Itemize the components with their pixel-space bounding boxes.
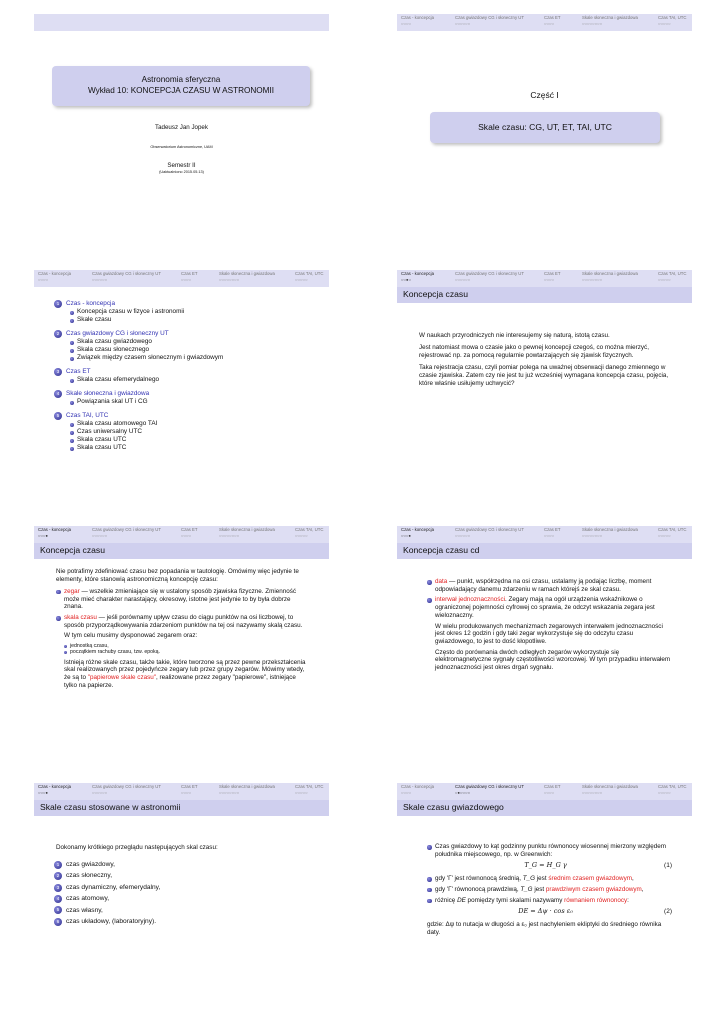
frame-title: Skale czasu stosowane w astronomii: [34, 800, 329, 816]
paragraph: Jest natomiast mowa o czasie jako o pewnej koncepcji czegoś, co można mierzyć, rejestrować np. za pomocą regularnie powtarzających się zjawisk fizycznych.: [419, 344, 649, 359]
term: równaniem równonocy: [564, 896, 628, 904]
toc-section-title[interactable]: 4 Skale słoneczna i gwiazdowa: [54, 390, 223, 398]
bullet-item: zegar — wszelkie zmieniające się w ustalony sposób zjawiska fizyczne. Zmienność może mieć charakter narastający, okresowy, istotne jest jedynie to by była dobrze znana.: [56, 588, 308, 611]
updated-date: (Uaktualniono 2015.05.13): [159, 170, 204, 174]
nav-section-3[interactable]: Czas ET ○○○○: [544, 527, 561, 538]
nav-section-5[interactable]: Czas TAI, UTC ○○○○○: [295, 527, 324, 538]
bullet-item: skala czasu — jeśli porównamy upływ czasu do ciągu punktów na osi liczbowej, to sposób przyporządkowywania zdarzeniom punktów na tej osi nazywamy skalą czasu. W tym celu musimy dysponować zegarem oraz: jednostką czasu, początkiem rachuby czasu, tzw. epoką. Istnieją różne skale czasu, także takie, które tworzone są przez pewne przekształcenia skal realizowanych przez pojedyńcze zegary lub przez grupy zegarów. Mówimy wtedy, że są to "papierowe skale czasu", realizowane przez zegary "papierowe", istniejące tylko na papierze.: [56, 614, 308, 689]
frame-title: Koncepcja czasu: [34, 543, 329, 559]
slide-title: [34, 14, 329, 222]
intro-text: Dokonamy krótkiego przeglądu następujących skal czasu:: [56, 844, 218, 851]
semester: Semestr II: [167, 162, 196, 169]
toc-item[interactable]: Skala czasu efemerydalnego: [70, 376, 223, 384]
paragraph: Nie potrafimy zdefiniować czasu bez popadania w tautologię. Omówimy więc jedynie te elementy, które stanowią astronomiczną koncepcję czasu:: [56, 568, 299, 583]
slide-body: [427, 578, 672, 675]
number-icon: 2: [54, 872, 62, 880]
paragraph: W naukach przyrodniczych nie interesujemy się naturą, istotą czasu.: [419, 332, 610, 339]
nav-section-5[interactable]: Czas TAI, UTC ○○○○○: [658, 784, 687, 795]
nav-section-1[interactable]: Czas - koncepcja ○○○●: [38, 527, 71, 538]
nav-section-5[interactable]: Czas TAI, UTC ○○○○○: [658, 271, 687, 282]
nav-section-3[interactable]: Czas ET ○○○○: [181, 784, 198, 795]
nav-section-2[interactable]: Czas gwiazdowy CG i słoneczny UT ○○○○○○: [92, 271, 162, 282]
frame-title: Koncepcja czasu cd: [397, 543, 692, 559]
nav-section-5[interactable]: Czas TAI, UTC ○○○○○: [295, 784, 324, 795]
toc-section-title[interactable]: 3 Czas ET: [54, 368, 223, 376]
bullet-item: interwał jednoznaczności. Zegary mają na ogół urządzenia wskaźnikowe o ograniczonej pojemności cyfrowej co sprawia, że odczyt wskazania zegara jest wieloznaczny. W wielu produkowanych mechanizmach zegarowych interwałem jednoznaczności jest okres 12 godzin i gdy taki zegar wykorzystuje się do odczytu czasu gwiazdowego, to jest to dość kłopotliwe. Często do porównania dwóch odległych zegarów wykorzystuje się elektromagnetyczne sygnały częstotliwości wzorcowej. W tym przypadku interwałem jednoznaczności jest okres drgań sygnału.: [427, 596, 672, 671]
nav-section-2[interactable]: Czas gwiazdowy CG i słoneczny UT ○○○○○○: [455, 527, 525, 538]
nav-section-3[interactable]: Czas ET ○○○○: [544, 784, 561, 795]
nav-section-2[interactable]: Czas gwiazdowy CG i słoneczny UT ○○○○○○: [92, 527, 162, 538]
toc-item[interactable]: Powiązania skal UT i CG: [70, 398, 223, 406]
section-number-icon: 5: [54, 412, 62, 420]
nav-section-1[interactable]: Czas - koncepcja ○○○○: [38, 271, 71, 282]
term: prawdziwym czasem gwiazdowym: [545, 885, 642, 893]
slide-skale-czasu: [34, 783, 329, 991]
slide-koncepcja-czasu-cd: [397, 526, 692, 734]
bullet-item: gdy 'Γ' równonocą prawdziwą, T_G jest prawdziwym czasem gwiazdowym,: [427, 886, 672, 894]
nav-section-1[interactable]: Czas - koncepcja ○○○○: [401, 15, 434, 26]
nav-section-4[interactable]: Skale słoneczna i gwiazdowa ○○○○○○○○: [219, 271, 275, 282]
nav-bar: [34, 270, 329, 287]
toc-section: [54, 330, 223, 362]
frame-title: Koncepcja czasu: [397, 287, 692, 303]
sub-bullet: początkiem rachuby czasu, tzw. epoką.: [64, 649, 308, 655]
list-item: 1 czas gwiazdowy,: [54, 859, 284, 870]
term: średnim czasem gwiazdowym: [548, 875, 632, 883]
nav-bar: [397, 783, 692, 800]
bullet-item: Czas gwiazdowy to kąt godzinny punktu równonocy wiosennej mierzony względem południka miejscowego, np. w Greenwich:: [427, 843, 672, 858]
toc-section: [54, 300, 223, 324]
equation-1: T_G = H_G γ (1): [524, 861, 672, 870]
paragraph: W tym celu musimy dysponować zegarem oraz:: [64, 632, 198, 640]
nav-section-5[interactable]: Czas TAI, UTC ○○○○○: [295, 271, 324, 282]
term: data: [435, 578, 448, 585]
nav-section-2[interactable]: Czas gwiazdowy CG i słoneczny UT ○○○○○○: [455, 271, 525, 282]
frame-title: Skale czasu gwiazdowego: [397, 800, 692, 816]
toc-section-title[interactable]: 1 Czas - koncepcja: [54, 300, 223, 308]
part-label: Część I: [530, 90, 559, 100]
nav-section-2[interactable]: Czas gwiazdowy CG i słoneczny UT ○●○○○○: [455, 784, 525, 795]
number-icon: 1: [54, 861, 62, 869]
nav-section-4[interactable]: Skale słoneczna i gwiazdowa ○○○○○○○○: [582, 15, 638, 26]
slide-toc: [34, 270, 329, 478]
slide-body: [419, 332, 669, 392]
toc-item[interactable]: Skala czasu atomowego TAI: [70, 420, 223, 428]
slide-body: [56, 568, 308, 692]
term: zegar: [64, 587, 80, 595]
footnote: gdzie: Δψ to nutacja w długości a ε₀ jest nachyleniem ekliptyki do średniego równika daty.: [427, 920, 662, 936]
author: Tadeusz Jan Jopek: [155, 124, 208, 131]
part-title-box: Skale czasu: CG, UT, ET, TAI, UTC: [430, 112, 660, 143]
bullet-item: data — punkt, współrzędna na osi czasu, ustalamy ją podając liczbę, moment odpowiadający danemu zdarzeniu w ramach którejś ze skal czasu.: [427, 578, 672, 593]
toc-item[interactable]: Czas uniwersalny UTC: [70, 428, 223, 436]
bullet-item: różnicę DE pomiędzy tymi skalami nazywamy równaniem równonocy:: [427, 897, 672, 905]
slide-part: [397, 14, 692, 222]
nav-section-5[interactable]: Czas TAI, UTC ○○○○○: [658, 527, 687, 538]
nav-section-3[interactable]: Czas ET ○○○○: [181, 527, 198, 538]
nav-section-2[interactable]: Czas gwiazdowy CG i słoneczny UT ○○○○○○: [92, 784, 162, 795]
nav-section-4[interactable]: Skale słoneczna i gwiazdowa ○○○○○○○○: [582, 527, 638, 538]
nav-section-2[interactable]: Czas gwiazdowy CG i słoneczny UT ○○○○○○: [455, 15, 525, 26]
number-icon: 6: [54, 918, 62, 926]
nav-section-1[interactable]: Czas - koncepcja ○○○●: [401, 527, 434, 538]
bullet-item: gdy 'Γ' jest równonocą średnią, T_G jest średnim czasem gwiazdowym,: [427, 875, 672, 883]
nav-section-4[interactable]: Skale słoneczna i gwiazdowa ○○○○○○○○: [582, 784, 638, 795]
nav-bar-empty: [34, 14, 329, 31]
number-icon: 3: [54, 884, 62, 892]
list-item: 3 czas dynamiczny, efemerydalny,: [54, 882, 284, 893]
slide-koncepcja-czasu-2: [34, 526, 329, 734]
toc-item[interactable]: Skala czasu UTC: [70, 444, 223, 452]
section-number-icon: 4: [54, 390, 62, 398]
term: "papierowe skale czasu": [87, 673, 156, 681]
paragraph: W wielu produkowanych mechanizmach zegarowych interwałem jednoznaczności jest okres 12 godzin i gdy taki zegar wykorzystuje się do odczytu czasu gwiazdowego, to jest to dość kłopotliwe.: [435, 622, 663, 645]
section-number-icon: 2: [54, 330, 62, 338]
toc-section: [54, 390, 223, 406]
nav-section-1[interactable]: Czas - koncepcja ○○○○: [401, 784, 434, 795]
nav-section-3[interactable]: Czas ET ○○○○: [544, 15, 561, 26]
nav-section-3[interactable]: Czas ET ○○○○: [544, 271, 561, 282]
slide-skale-czasu-gwiazdowego: [397, 783, 692, 991]
list-item: 2 czas słoneczny,: [54, 870, 284, 881]
nav-bar: [397, 270, 692, 287]
toc-item[interactable]: Skale czasu: [70, 316, 223, 324]
equation-2: DE = Δψ · cos ε₀ (2): [518, 907, 672, 916]
term: skala czasu: [64, 614, 97, 622]
numbered-list: [54, 859, 284, 927]
nav-bar: [34, 526, 329, 543]
section-number-icon: 1: [54, 300, 62, 308]
nav-section-1[interactable]: Czas - koncepcja ○○○●: [38, 784, 71, 795]
paragraph: Taka rejestracja czasu, czyli pomiar polega na uważnej obserwacji danego zmiennego w czasie zjawiska. Zatem czy nie jest tu już wcześniej wymagana koncepcja czasu, pojęcia, które właśnie usiłujemy uchwycić?: [419, 364, 669, 387]
nav-bar: [34, 783, 329, 800]
number-icon: 5: [54, 906, 62, 914]
toc-item[interactable]: Skala czasu słonecznego: [70, 346, 223, 354]
toc-section: [54, 412, 223, 452]
table-of-contents: [54, 300, 223, 458]
title-line2: Wykład 10: KONCEPCJA CZASU W ASTRONOMII: [88, 86, 274, 95]
toc-item[interactable]: Związek między czasem słonecznym i gwiazdowym: [70, 354, 223, 362]
nav-bar: [397, 526, 692, 543]
term: interwał jednoznaczności: [435, 596, 506, 604]
toc-item[interactable]: Skala czasu gwiazdowego: [70, 338, 223, 346]
title-line1: Astronomia sferyczna: [141, 75, 221, 84]
slide-koncepcja-czasu: [397, 270, 692, 478]
nav-section-4[interactable]: Skale słoneczna i gwiazdowa ○○○○○○○○: [219, 527, 275, 538]
sub-bullet: jednostką czasu,: [64, 643, 308, 649]
nav-section-1[interactable]: Czas - koncepcja ○○●○: [401, 271, 434, 282]
toc-item[interactable]: Skala czasu UTC: [70, 436, 223, 444]
toc-section-title[interactable]: 5 Czas TAI, UTC: [54, 412, 223, 420]
paragraph: Często do porównania dwóch odległych zegarów wykorzystuje się elektromagnetyczne sygnały częstotliwości wzorcowej. W tym przypadku interwałem jednoznaczności jest okres drgań sygnału.: [435, 648, 671, 672]
list-item: 6 czas układowy, (laboratoryjny).: [54, 916, 284, 927]
list-item: 5 czas własny,: [54, 905, 284, 916]
nav-section-4[interactable]: Skale słoneczna i gwiazdowa ○○○○○○○○: [582, 271, 638, 282]
section-number-icon: 3: [54, 368, 62, 376]
institute: Obserwatorium Astronomiczne, UAM: [150, 145, 213, 149]
paragraph: Istnieją różne skale czasu, także takie, które tworzone są przez pewne przekształcenia skal realizowanych przez pojedyńcze zegary lub przez grupy zegarów. Mówimy wtedy, że są to "papierowe skale czasu", realizowane przez zegary "papierowe", istniejące tylko na papierze.: [64, 658, 306, 689]
toc-section: [54, 368, 223, 384]
toc-item[interactable]: Koncepcja czasu w fizyce i astronomii: [70, 308, 223, 316]
toc-section-title[interactable]: 2 Czas gwiazdowy CG i słoneczny UT: [54, 330, 223, 338]
title-box: [52, 66, 310, 106]
number-icon: 4: [54, 895, 62, 903]
list-item: 4 czas atomowy,: [54, 893, 284, 904]
slide-body: [427, 843, 672, 941]
nav-section-3[interactable]: Czas ET ○○○○: [181, 271, 198, 282]
nav-section-4[interactable]: Skale słoneczna i gwiazdowa ○○○○○○○○: [219, 784, 275, 795]
nav-section-5[interactable]: Czas TAI, UTC ○○○○○: [658, 15, 687, 26]
nav-bar: [397, 14, 692, 31]
